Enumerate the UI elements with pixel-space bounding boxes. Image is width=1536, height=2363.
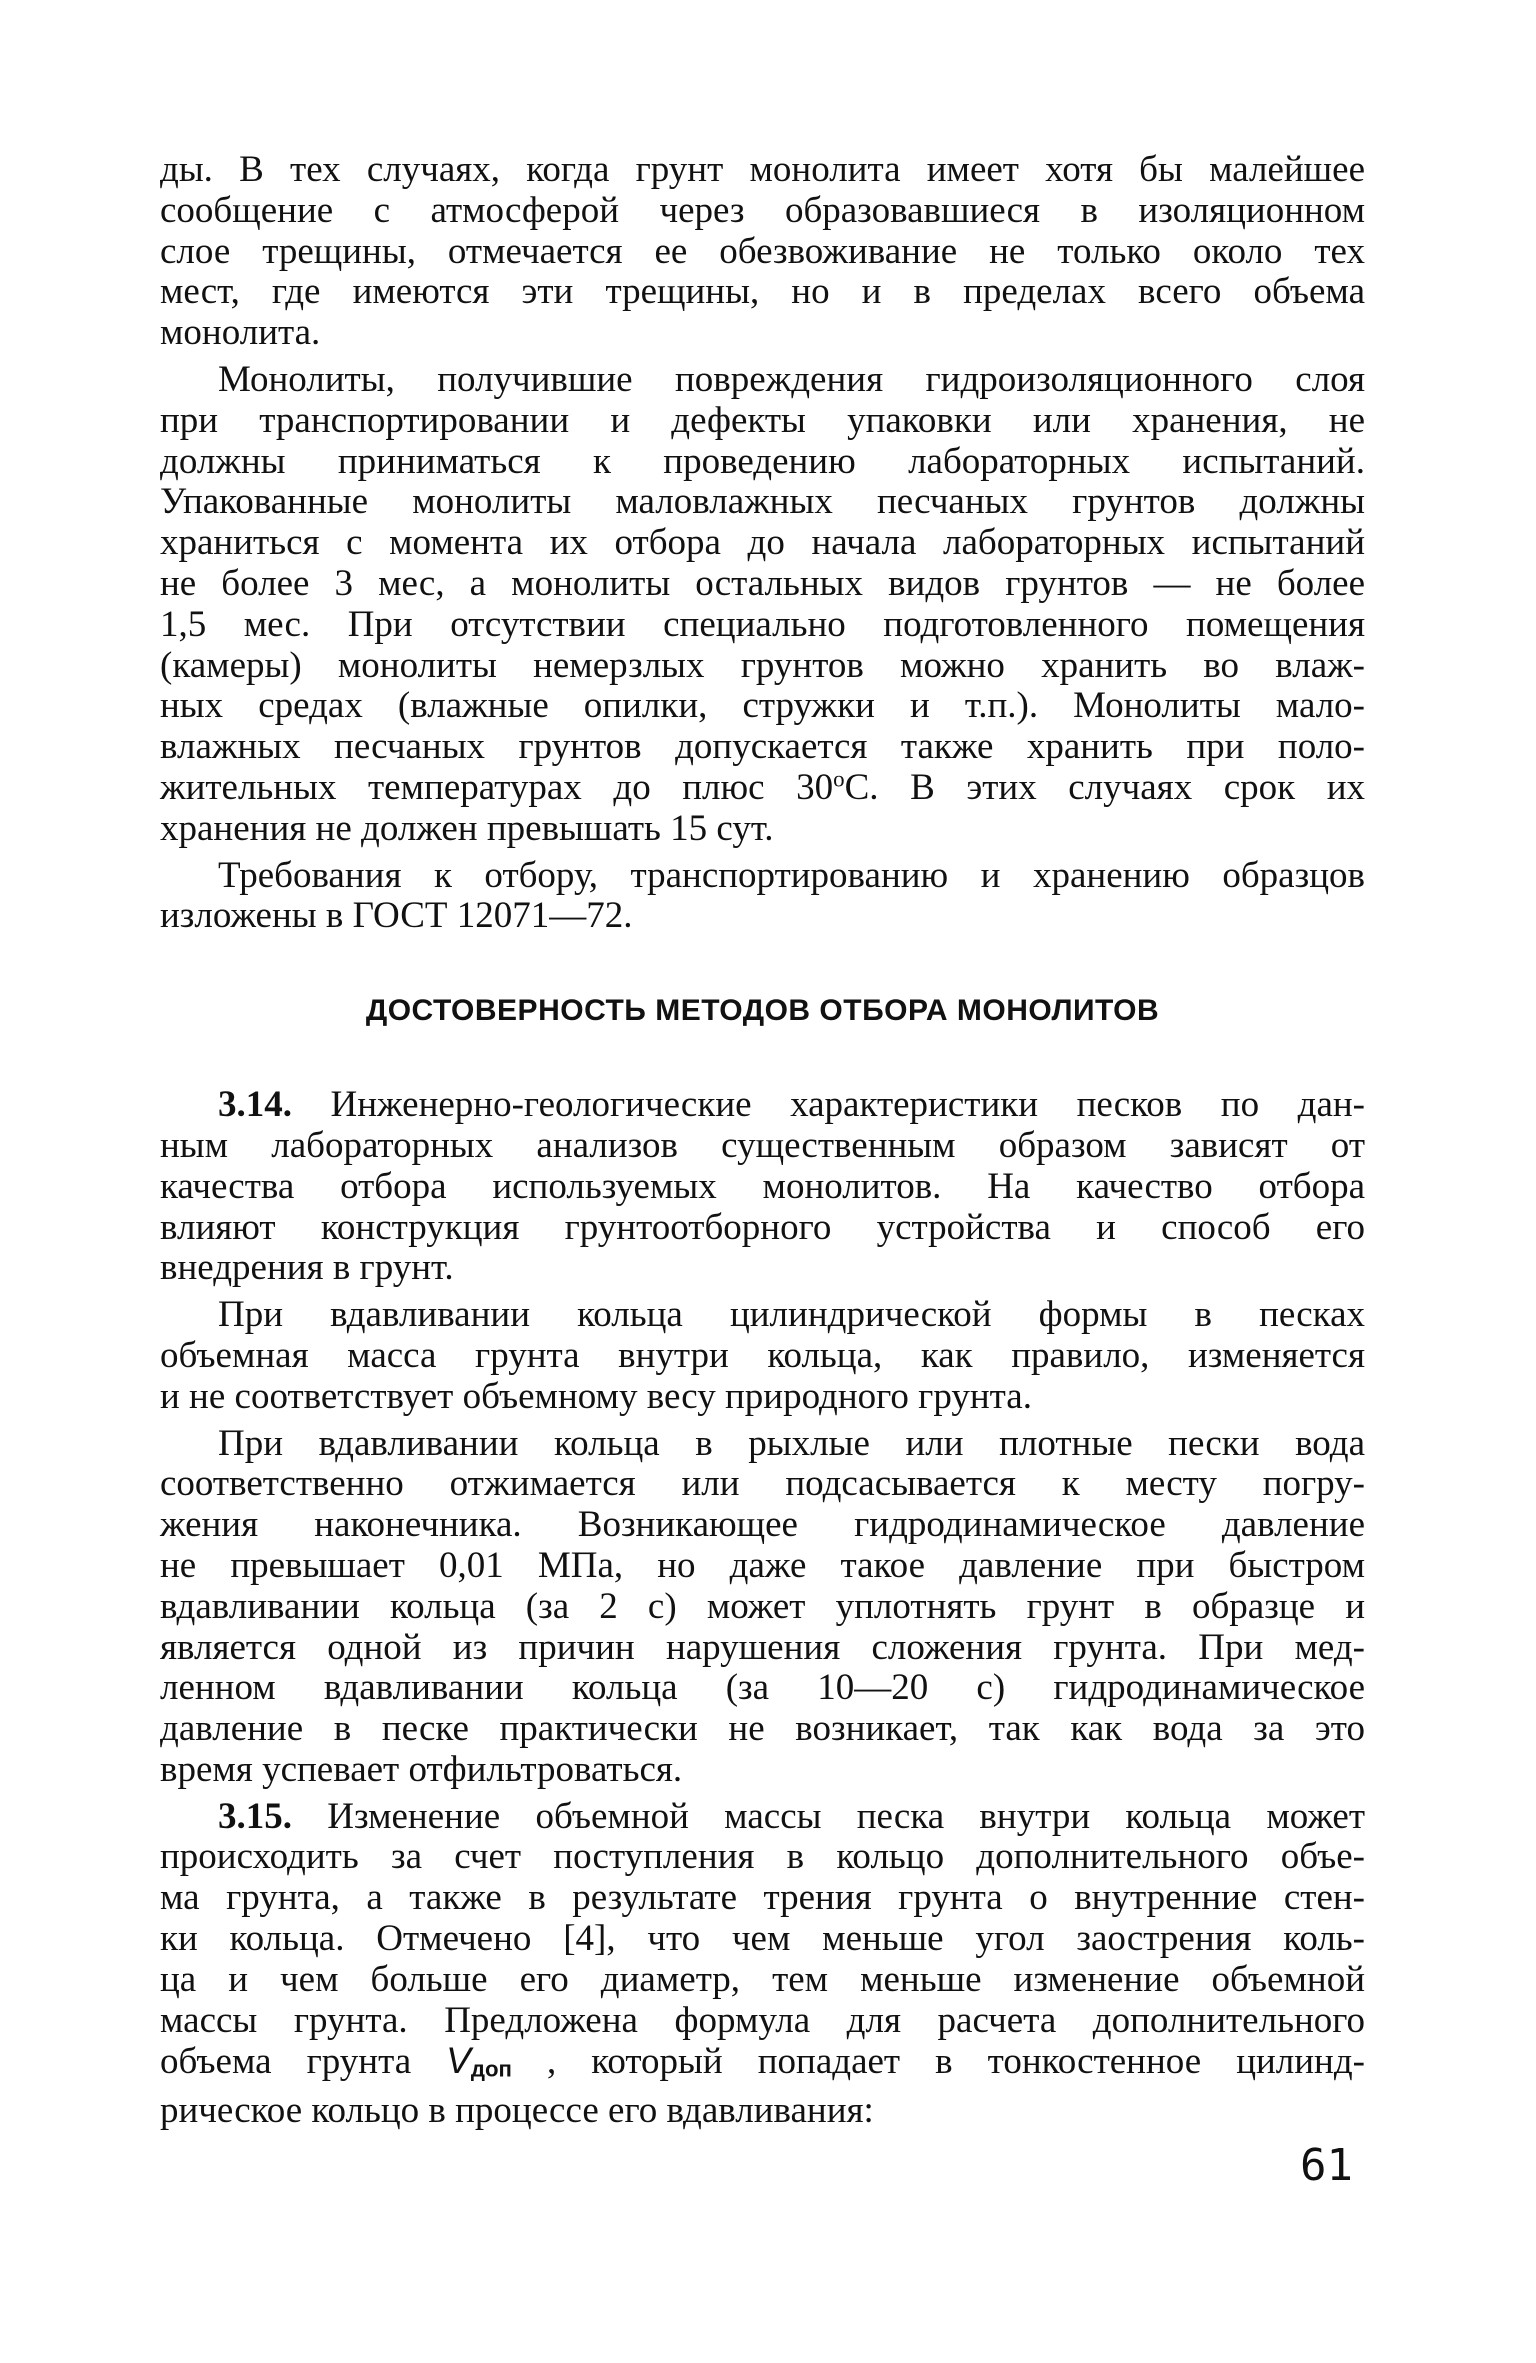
text-line: ных средах (влажные опилки, стружки и т.п.). Монолиты мало-: [160, 685, 1365, 727]
text-line: ленном вдавливании кольца (за 10—20 с) гидродинамическое: [160, 1667, 1365, 1709]
text-line: не более 3 мес, а монолиты остальных видов грунтов — не более: [160, 562, 1365, 604]
text-line: [160, 1797, 1365, 1838]
text-line: соответственно отжимается или подсасывается к месту погру-: [160, 1463, 1365, 1505]
paragraph-3-14: [160, 1085, 1365, 1289]
page-number: 61: [1300, 2140, 1353, 2191]
section-heading: ДОСТОВЕРНОСТЬ МЕТОДОВ ОТБОРА МОНОЛИТОВ: [365, 994, 1160, 1028]
text-line: Монолиты, получившие повреждения гидроизоляционного слоя: [218, 358, 1365, 400]
text-line: влажных песчаных грунтов допускается также хранить при поло-: [160, 726, 1365, 768]
text-line: храниться с момента их отбора до начала лабораторных испытаний: [160, 522, 1365, 564]
clause-number: 3.14.: [218, 1084, 292, 1126]
text-line: влияют конструкция грунтоотборного устройства и способ его: [160, 1206, 1365, 1248]
text-line: ки кольца. Отмечено [4], что чем меньше угол заострения коль-: [160, 1918, 1365, 1960]
text-segment: , который попадает в тонкостенное цилинд-: [511, 2041, 1366, 2083]
text-line: массы грунта. Предложена формула для расчета дополнительного: [160, 1999, 1365, 2041]
text-line: должны приниматься к проведению лабораторных испытаний.: [160, 440, 1365, 482]
text-segment: С. В этих случаях срок их: [844, 766, 1366, 808]
formula-variable: V: [446, 2040, 471, 2082]
text-line: жения наконечника. Возникающее гидродинамическое давление: [160, 1504, 1365, 1546]
degree-superscript: о: [833, 766, 845, 792]
text-line: рическое кольцо в процессе его вдавливания:: [160, 2089, 874, 2131]
text-line: ма грунта, а также в результате трения грунта о внутренние стен-: [160, 1877, 1365, 1919]
text-line: слое трещины, отмечается ее обезвоживание не только около тех: [160, 230, 1365, 272]
page-body: [160, 150, 1365, 2131]
text-line-formula: [160, 2041, 1365, 2090]
text-line: ным лабораторных анализов существенным образом зависят от: [160, 1124, 1365, 1166]
text-line: 1,5 мес. При отсутствии специально подготовленного помещения: [160, 603, 1365, 645]
text-segment: объема грунта: [160, 2041, 447, 2083]
text-line-temperature: [160, 768, 1365, 809]
text-line: сообщение с атмосферой через образовавшиеся в изоляционном: [160, 189, 1365, 231]
text-line: внедрения в грунт.: [160, 1247, 454, 1289]
text-line: мест, где имеются эти трещины, но и в пределах всего объема: [160, 271, 1365, 313]
formula-subscript: доп: [470, 2056, 512, 2082]
text-line: и не соответствует объемному весу природного грунта.: [160, 1375, 1032, 1417]
text-line: при транспортировании и дефекты упаковки или хранения, не: [160, 399, 1365, 441]
text-line: монолита.: [160, 312, 321, 354]
clause-number: 3.15.: [218, 1795, 292, 1837]
text-line: изложены в ГОСТ 12071—72.: [160, 895, 633, 937]
text-line: При вдавливании кольца цилиндрической формы в песках: [218, 1294, 1365, 1336]
paragraph-gost-reference: [160, 856, 1365, 938]
text-line: происходить за счет поступления в кольцо дополнительного объе-: [160, 1836, 1365, 1878]
text-line: является одной из причин нарушения сложения грунта. При мед-: [160, 1626, 1365, 1668]
text-segment: Инженерно-геологические характеристики песков по дан-: [292, 1084, 1365, 1126]
text-line: хранения не должен превышать 15 сут.: [160, 807, 774, 849]
text-line: ды. В тех случаях, когда грунт монолита имеет хотя бы малейшее: [160, 149, 1365, 190]
text-line: Требования к отбору, транспортированию и хранению образцов: [218, 854, 1365, 896]
text-line: (камеры) монолиты немерзлых грунтов можно хранить во влаж-: [160, 644, 1365, 686]
text-line: При вдавливании кольца в рыхлые или плотные пески вода: [218, 1422, 1365, 1464]
paragraph-continuation: [160, 150, 1365, 354]
text-line: ца и чем больше его диаметр, тем меньше изменение объемной: [160, 1958, 1365, 2000]
text-line: объемная масса грунта внутри кольца, как правило, изменяется: [160, 1334, 1365, 1376]
text-line: качества отбора используемых монолитов. На качество отбора: [160, 1165, 1365, 1207]
text-line: [160, 1085, 1365, 1126]
text-line: время успевает отфильтроваться.: [160, 1748, 683, 1790]
text-segment: жительных температурах до плюс 30: [160, 766, 834, 808]
paragraph-ring-shape: [160, 1295, 1365, 1417]
paragraph-monolith-storage: [160, 360, 1365, 850]
text-line: не превышает 0,01 МПа, но даже такое давление при быстром: [160, 1544, 1365, 1586]
paragraph-hydrodynamic-pressure: [160, 1424, 1365, 1791]
paragraph-3-15: [160, 1797, 1365, 2132]
text-line: вдавливании кольца (за 2 с) может уплотнять грунт в образце и: [160, 1585, 1365, 1627]
text-segment: Изменение объемной массы песка внутри кольца может: [292, 1795, 1365, 1837]
text-line: давление в песке практически не возникает, так как вода за это: [160, 1708, 1365, 1750]
text-line: Упакованные монолиты маловлажных песчаных грунтов должны: [160, 481, 1365, 523]
